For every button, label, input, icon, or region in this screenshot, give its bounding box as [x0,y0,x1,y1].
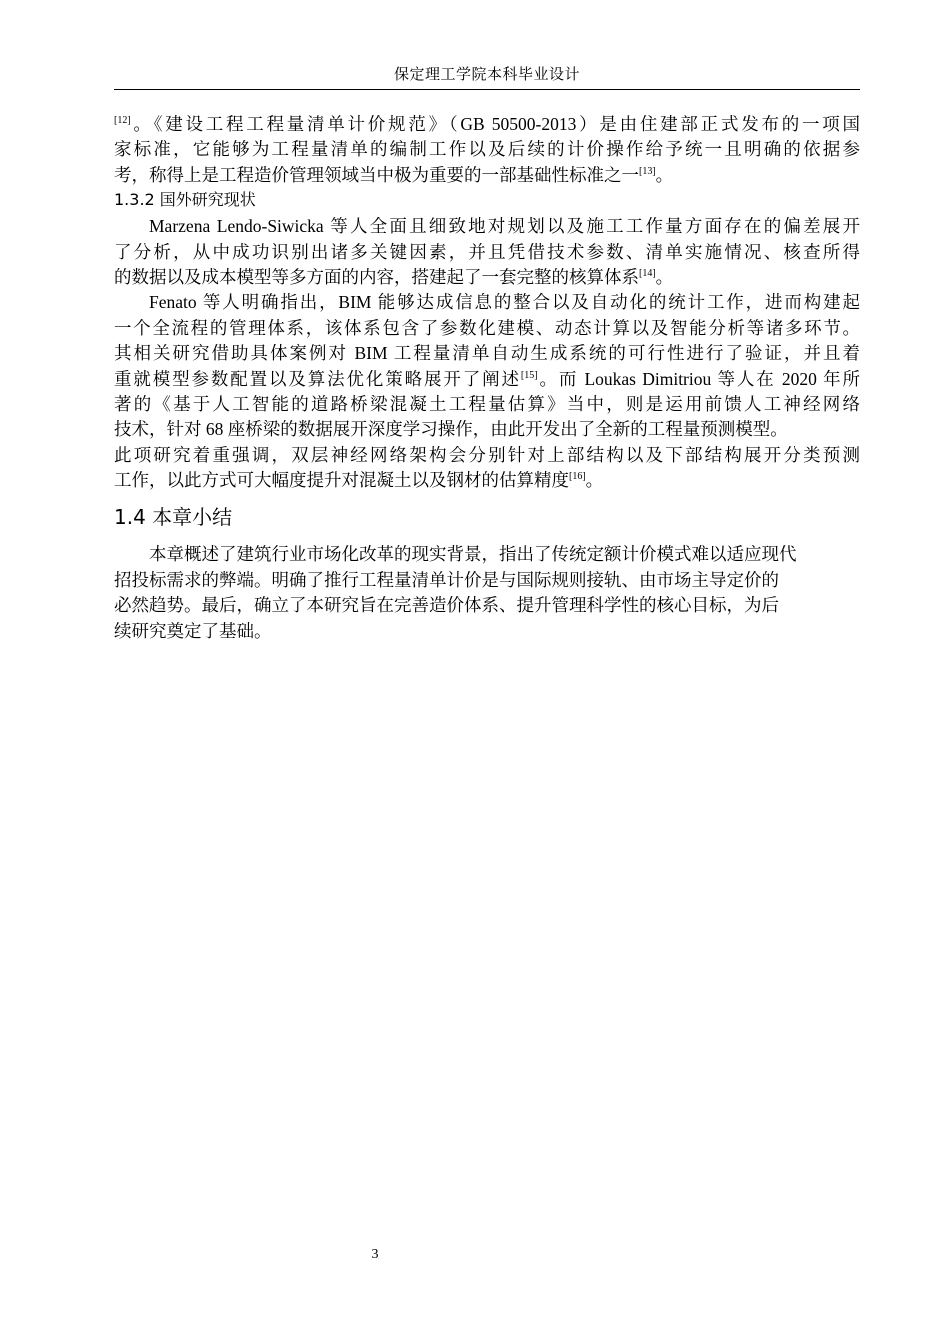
paragraph-marzena [114,214,860,290]
text-line: 的数据以及成本模型等多方面的内容，搭建起了一套完整的核算体系[14]。 [114,266,674,287]
text-line: 重就模型参数配置以及算法优化策略展开了阐述[15]。而 Loukas Dimitriou 等人在 2020 年所 [114,368,861,389]
text-line: 工作，以此方式可大幅度提升对混凝土以及钢材的估算精度[16]。 [114,470,604,491]
paragraph-continuation [114,112,860,188]
page-body [114,112,860,644]
text-line: 技术，针对 68 座桥梁的数据展开深度学习操作，由此开发出了全新的工程量预测模型。 [114,419,788,440]
section-heading-1-3-2: 1.3.2 国外研究现状 [114,190,256,210]
paragraph-summary [114,542,860,644]
citation-ref: [15] [520,369,538,381]
text-line: Marzena Lendo-Siwicka 等人全面且细致地对规划以及施工工作量方面存在的偏差展开 [149,216,860,237]
text-line: Fenato 等人明确指出，BIM 能够达成信息的整合以及自动化的统计工作，进而构建起 [149,292,860,313]
text-line: 考，称得上是工程造价管理领域当中极为重要的一部基础性标准之一[13]。 [114,164,674,185]
text-line: [12]。《建设工程工程量清单计价规范》（GB 50500-2013）是由住建部正式发布的一项国 [114,114,860,134]
text-line: 本章概述了建筑行业市场化改革的现实背景，指出了传统定额计价模式难以适应现代 [149,544,797,565]
running-header: 保定理工学院本科毕业设计 [393,67,580,83]
section-heading-1-4: 1.4 本章小结 [114,505,233,530]
paragraph-fenato [114,290,860,493]
text-line: 其相关研究借助具体案例对 BIM 工程量清单自动生成系统的可行性进行了验证，并且着 [114,343,860,364]
text-line: 招投标需求的弊端。明确了推行工程量清单计价是与国际规则接轨、由市场主导定价的 [114,569,779,590]
text-line: 必然趋势。最后，确立了本研究旨在完善造价体系、提升管理科学性的核心目标，为后 [114,595,779,616]
text-line: 此项研究着重强调，双层神经网络架构会分别针对上部结构以及下部结构展开分类预测 [114,444,860,465]
text-line: 著的《基于人工智能的道路桥梁混凝土工程量估算》当中，则是运用前馈人工神经网络 [114,393,860,414]
text-line: 续研究奠定了基础。 [114,620,272,641]
text-line: 一个全流程的管理体系，该体系包含了参数化建模、动态计算以及智能分析等诸多环节。 [114,317,860,338]
citation-ref: [16] [569,471,586,483]
citation-ref: [14] [639,267,656,279]
text-line: 家标准，它能够为工程量清单的编制工作以及后续的计价操作给予统一且明确的依据参 [114,139,860,160]
citation-ref: [12] [114,115,131,126]
page-number: 3 [371,1247,379,1262]
citation-ref: [13] [639,165,656,177]
text-line: 了分析，从中成功识别出诸多关键因素，并且凭借技术参数、清单实施情况、核查所得 [114,241,860,262]
header-rule [114,89,860,90]
